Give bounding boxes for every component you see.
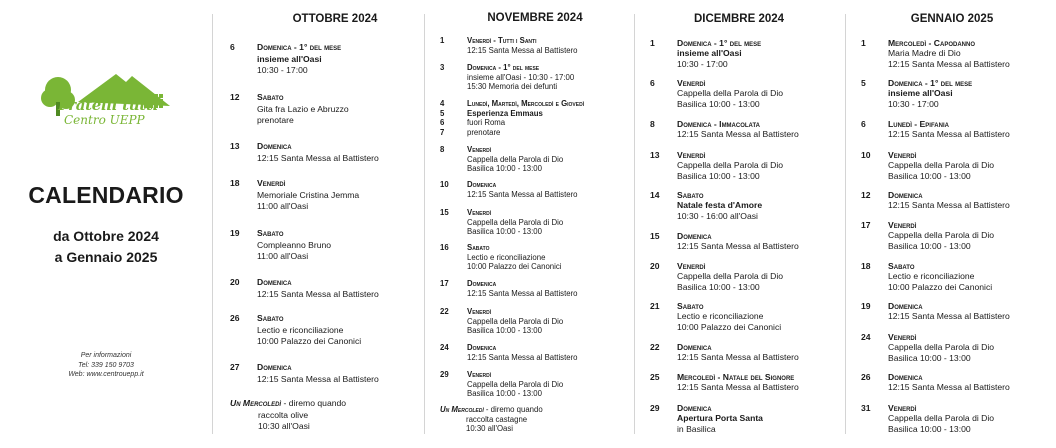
day-number: 8: [650, 119, 655, 129]
entry-day-number: [861, 220, 871, 230]
entry-detail-line: 12:15 Santa Messa al Battistero: [467, 288, 578, 298]
day-number: 17: [440, 279, 449, 288]
month-heading: GENNAIO 2025: [910, 13, 994, 25]
entry-day-number: [861, 332, 871, 342]
info-web: Web: www.centrouepp.it: [68, 371, 144, 378]
entry-day-number: [440, 180, 449, 190]
entry-details: [888, 220, 994, 251]
entry-detail-line: 12:15 Santa Messa al Battistero: [888, 311, 1010, 322]
entry-detail-line: prenotare: [467, 127, 501, 137]
entry-details: [257, 313, 361, 348]
entry-detail-line: Lectio e riconciliazione: [467, 252, 546, 262]
entry-day-number: [650, 38, 655, 48]
entry-detail-line: 12:15 Santa Messa al Battistero: [467, 189, 578, 199]
entry-details: [888, 119, 1010, 140]
entry-day-number: [650, 301, 660, 311]
entry-details: [677, 403, 763, 434]
entry-detail-line: Cappella della Parola di Dio: [677, 160, 784, 171]
day-number: 29: [650, 403, 660, 413]
entry-details: [467, 208, 563, 237]
entry-weekday-label: Sabato: [257, 228, 284, 238]
day-number: 1: [440, 36, 445, 45]
entry-detail-line: 12:15 Santa Messa al Battistero: [888, 200, 1010, 211]
entry-detail-line: Cappella della Parola di Dio: [467, 379, 564, 389]
month-column-october: [230, 0, 410, 448]
entry-detail-line: fuori Roma: [467, 118, 506, 128]
calendar-subtitle-from: da Ottobre 2024: [53, 228, 159, 244]
entry-detail-line: 12:15 Santa Messa al Battistero: [677, 352, 799, 363]
month-column-november: [440, 0, 620, 448]
entry-details: [467, 63, 574, 92]
entry-details: [257, 362, 379, 385]
entry-weekday-label: Venerdì: [888, 220, 917, 230]
note-detail-line: raccolta castagne: [466, 414, 528, 424]
entry-detail-line: Basilica 10:00 - 13:00: [677, 170, 760, 181]
day-number: 27: [230, 362, 240, 372]
entry-weekday-label: Venerdì: [888, 403, 917, 413]
day-number: 16: [440, 243, 449, 252]
entry-detail-line: Lectio e riconciliazione: [677, 311, 764, 322]
entry-detail-line: Basilica 10:00 - 13:00: [467, 389, 542, 399]
entry-detail-line: 10:30 - 17:00: [257, 65, 308, 75]
entry-detail-line: Basilica 10:00 - 13:00: [888, 170, 971, 181]
entry-details: [888, 38, 1010, 69]
entry-detail-line: 12:15 Santa Messa al Battistero: [888, 129, 1010, 140]
entry-details: [677, 78, 783, 109]
entry-details: [677, 301, 781, 332]
note-detail-line: 10:30 all'Oasi: [466, 424, 513, 434]
month-column-december: [650, 0, 830, 448]
entry-detail-line: 12:15 Santa Messa al Battistero: [888, 58, 1010, 69]
entry-weekday-label: Domenica - 1° del mese: [467, 63, 540, 72]
info-phone: Tel: 339 150 9703: [78, 361, 134, 369]
entry-details: [677, 231, 799, 252]
entry-weekday-label: Venerdì: [677, 78, 706, 88]
day-number: 17: [861, 220, 871, 230]
entry-day-number: [861, 38, 866, 48]
entry-weekday-label: Domenica - 1° del mese: [888, 78, 973, 88]
entry-detail-line: Cappella della Parola di Dio: [677, 88, 784, 99]
entry-day-number: [861, 372, 871, 382]
day-number: 6: [230, 42, 235, 52]
entry-detail-line: 10:00 Palazzo dei Canonici: [467, 262, 562, 272]
entry-weekday-label: Domenica: [677, 231, 712, 241]
entry-details: [888, 150, 994, 181]
entry-details: [467, 307, 563, 336]
entry-details: [467, 180, 578, 199]
entry-details: [677, 261, 783, 292]
entry-details: [888, 372, 1010, 393]
entry-weekday-label: Sabato: [677, 190, 704, 200]
day-number: 24: [440, 343, 449, 352]
entry-details: [888, 261, 992, 292]
entry-details: [677, 119, 799, 140]
entry-detail-line: Basilica 10:00 - 13:00: [467, 164, 542, 174]
entry-weekday-label: Venerdì: [467, 307, 492, 316]
entry-day-number: [440, 307, 449, 317]
entry-day-number: [230, 141, 240, 153]
note-weekday-label: Un Mercoledì: [230, 398, 282, 408]
day-number: 18: [861, 261, 871, 271]
day-number: 29: [440, 370, 449, 379]
entry-details: [888, 332, 994, 363]
entry-day-number: [230, 228, 240, 240]
day-number: 6: [861, 119, 866, 129]
day-number: 5: [440, 108, 445, 118]
entry-detail-line: 12:15 Santa Messa al Battistero: [257, 152, 379, 163]
day-number: 13: [230, 141, 240, 151]
day-number: 4: [440, 99, 445, 108]
entry-weekday-label: Domenica: [257, 141, 292, 151]
entry-weekday-label: Venerdì: [257, 178, 286, 188]
entry-weekday-label: Domenica: [677, 342, 712, 352]
day-number: 13: [650, 150, 660, 160]
entry-weekday-label: Domenica: [888, 301, 923, 311]
day-number: 3: [440, 63, 445, 72]
entry-detail-line: Lectio e riconciliazione: [257, 324, 344, 335]
entry-weekday-label: Venerdì: [677, 261, 706, 271]
entry-detail-line: Basilica 10:00 - 13:00: [467, 227, 542, 237]
entry-details: [467, 343, 578, 362]
entry-details: [888, 403, 994, 434]
day-number: 15: [650, 231, 660, 241]
contact-info: [0, 351, 212, 380]
column-divider: [634, 14, 635, 434]
day-number: 20: [230, 277, 240, 287]
day-number: 19: [861, 301, 871, 311]
entry-detail-line: Maria Madre di Dio: [888, 48, 961, 59]
day-number: 25: [650, 372, 660, 382]
entry-details: [677, 150, 783, 181]
entry-details: [257, 277, 379, 300]
entry-day-number: [440, 36, 444, 46]
entry-detail-line: Basilica 10:00 - 13:00: [467, 326, 542, 336]
entry-weekday-label: Domenica: [467, 279, 497, 288]
entry-detail-line: Gita fra Lazio e Abruzzo: [257, 103, 349, 114]
entry-detail-line: 10:30 - 16:00 all'Oasi: [677, 210, 758, 221]
entry-day-number: [440, 279, 449, 289]
note-heading: [230, 398, 346, 410]
entry-day-number: [230, 42, 235, 54]
entry-weekday-label: Mercoledì - Natale del Signore: [677, 372, 795, 382]
entry-detail-line: 12:15 Santa Messa al Battistero: [677, 382, 799, 393]
day-number: 10: [440, 180, 449, 189]
day-number: 1: [650, 38, 655, 48]
entry-weekday-label: Lunedì, Martedì, Mercoledì e Giovedì: [467, 99, 585, 108]
day-number: 5: [861, 78, 866, 88]
entry-detail-line: Compleanno Bruno: [257, 239, 332, 250]
entry-day-number: [861, 119, 866, 129]
calendar-subtitle-to: a Gennaio 2025: [54, 249, 158, 265]
entry-detail-line: Cappella della Parola di Dio: [888, 413, 995, 424]
day-number: 18: [230, 178, 240, 188]
day-number: 26: [861, 372, 871, 382]
entry-weekday-label: Venerdì: [888, 332, 917, 342]
entry-day-number: [230, 362, 240, 374]
entry-details: [257, 92, 349, 127]
entry-detail-line: 11:00 all'Oasi: [257, 251, 309, 261]
entry-event-title: Apertura Porta Santa: [677, 413, 763, 424]
month-heading: OTTOBRE 2024: [292, 13, 378, 25]
entry-details: [677, 372, 799, 393]
logo-text-line1: Fratelli tutti: [58, 96, 158, 114]
entry-detail-line: prenotare: [257, 115, 294, 125]
month-heading: NOVEMBRE 2024: [487, 12, 583, 24]
entry-day-number: [230, 277, 240, 289]
entry-weekday-label: Sabato: [467, 243, 490, 252]
day-number: 22: [650, 342, 660, 352]
entry-detail-line: 15:30 Memoria dei defunti: [467, 82, 558, 92]
entry-weekday-label: Domenica: [677, 403, 712, 413]
note-heading-rest: - diremo quando: [483, 405, 543, 414]
entry-day-number: [440, 63, 444, 73]
entry-detail-line: 12:15 Santa Messa al Battistero: [677, 129, 799, 140]
entry-details: [257, 228, 331, 263]
entry-detail-line: insieme all'Oasi - 10:30 - 17:00: [467, 72, 575, 82]
entry-detail-line: Basilica 10:00 - 13:00: [888, 352, 971, 363]
entry-weekday-label: Domenica: [257, 362, 292, 372]
day-number: 1: [861, 38, 866, 48]
entry-detail-line: Cappella della Parola di Dio: [677, 271, 784, 282]
note-weekday-label: Un Mercoledì: [440, 405, 484, 414]
month-heading: DICEMBRE 2024: [693, 13, 785, 25]
day-number: 19: [230, 228, 240, 238]
entry-detail-line: Cappella della Parola di Dio: [467, 316, 564, 326]
entry-details: [467, 145, 563, 174]
entry-details: [677, 38, 761, 69]
entry-day-number: [650, 78, 655, 88]
entry-weekday-label: Sabato: [257, 313, 284, 323]
entry-day-number: [650, 231, 660, 241]
column-divider: [424, 14, 425, 434]
entry-detail-line: Cappella della Parola di Dio: [888, 160, 995, 171]
day-number: 14: [650, 190, 660, 200]
day-number: 6: [650, 78, 655, 88]
entry-detail-line: Lectio e riconciliazione: [888, 271, 975, 282]
entry-weekday-label: Venerdì - Tutti i Santi: [467, 36, 537, 45]
entry-details: [467, 36, 578, 55]
day-number: 12: [861, 190, 871, 200]
entry-detail-line: 10:00 Palazzo dei Canonici: [677, 321, 782, 332]
entry-details: [257, 141, 379, 164]
entry-details: [467, 243, 562, 272]
day-number: 21: [650, 301, 660, 311]
entry-day-number: [650, 150, 660, 160]
entry-detail-line: 12:15 Santa Messa al Battistero: [467, 352, 578, 362]
entry-detail-line: 12:15 Santa Messa al Battistero: [257, 373, 379, 384]
note-detail-line: 10:30 all'Oasi: [258, 421, 310, 431]
entry-details: [677, 342, 799, 363]
entry-detail-line: 12:15 Santa Messa al Battistero: [257, 288, 379, 299]
entry-details: [677, 190, 762, 221]
entry-detail-line: 10:30 - 17:00: [888, 98, 939, 109]
day-number: 24: [861, 332, 871, 342]
entry-details: [257, 42, 341, 77]
entry-detail-line: Basilica 10:00 - 13:00: [888, 423, 971, 434]
day-number: 15: [440, 208, 449, 217]
day-number: 7: [440, 127, 445, 137]
entry-detail-line: 12:15 Santa Messa al Battistero: [467, 45, 578, 55]
entry-details: [467, 370, 563, 399]
entry-day-number: [440, 370, 449, 380]
olive-harvest-note: [440, 405, 543, 434]
day-number: 31: [861, 403, 871, 413]
day-number: 26: [230, 313, 240, 323]
entry-detail-line: Basilica 10:00 - 13:00: [677, 98, 760, 109]
olive-harvest-note: [230, 398, 346, 433]
entry-day-number: [440, 99, 444, 137]
entry-weekday-label: Sabato: [677, 301, 704, 311]
entry-weekday-label: Lunedì - Epifania: [888, 119, 949, 129]
entry-weekday-label: Domenica: [888, 372, 923, 382]
note-heading-rest: - diremo quando: [281, 398, 347, 408]
entry-details: [467, 99, 584, 137]
entry-detail-line: 12:15 Santa Messa al Battistero: [677, 241, 799, 252]
entry-detail-line: Cappella della Parola di Dio: [888, 342, 995, 353]
info-heading: Per informazioni: [80, 352, 132, 359]
entry-detail-line: 10:30 - 17:00: [677, 58, 728, 69]
entry-day-number: [861, 78, 866, 88]
day-number: 10: [861, 150, 871, 160]
entry-weekday-label: Domenica - 1° del mese: [677, 38, 762, 48]
entry-day-number: [861, 403, 871, 413]
entry-event-title: Esperienza Emmaus: [467, 108, 543, 118]
entry-detail-line: Basilica 10:00 - 13:00: [888, 240, 971, 251]
entry-weekday-label: Sabato: [888, 261, 915, 271]
entry-detail-line: 12:15 Santa Messa al Battistero: [888, 382, 1010, 393]
entry-detail-line: in Basilica: [677, 423, 716, 434]
column-divider: [845, 14, 846, 434]
entry-weekday-label: Venerdì: [467, 145, 492, 154]
note-detail-line: raccolta olive: [258, 409, 309, 420]
entry-weekday-label: Domenica: [467, 343, 497, 352]
day-number: 6: [440, 118, 445, 128]
entry-day-number: [650, 372, 660, 382]
entry-weekday-label: Domenica: [888, 190, 923, 200]
entry-day-number: [650, 190, 660, 200]
entry-day-number: [861, 150, 871, 160]
entry-day-number: [440, 243, 449, 253]
entry-detail-line: 10:00 Palazzo dei Canonici: [257, 336, 362, 346]
entry-day-number: [650, 342, 660, 352]
entry-day-number: [861, 261, 871, 271]
entry-weekday-label: Venerdì: [888, 150, 917, 160]
day-number: 12: [230, 92, 240, 102]
entry-day-number: [861, 301, 871, 311]
entry-weekday-label: Venerdì: [467, 208, 492, 217]
left-panel: [0, 0, 212, 448]
entry-event-title: insieme all'Oasi: [677, 48, 742, 59]
entry-day-number: [650, 261, 660, 271]
entry-day-number: [650, 119, 655, 129]
entry-detail-line: Memoriale Cristina Jemma: [257, 189, 360, 200]
entry-day-number: [230, 92, 240, 104]
entry-event-title: insieme all'Oasi: [888, 88, 953, 99]
column-divider: [212, 14, 213, 434]
entry-details: [257, 178, 359, 213]
entry-weekday-label: Domenica: [257, 277, 292, 287]
entry-weekday-label: Venerdì: [467, 370, 492, 379]
entry-detail-line: Cappella della Parola di Dio: [888, 230, 995, 241]
day-number: 22: [440, 307, 449, 316]
entry-day-number: [440, 145, 444, 155]
entry-detail-line: 10:00 Palazzo dei Canonici: [888, 281, 993, 292]
entry-detail-line: 11:00 all'Oasi: [257, 201, 309, 211]
entry-details: [888, 78, 972, 109]
entry-weekday-label: Domenica: [467, 180, 497, 189]
entry-detail-line: Cappella della Parola di Dio: [467, 217, 564, 227]
entry-details: [888, 301, 1010, 322]
entry-event-title: Natale festa d'Amore: [677, 200, 763, 211]
entry-day-number: [650, 403, 660, 413]
entry-day-number: [440, 343, 449, 353]
entry-weekday-label: Venerdì: [677, 150, 706, 160]
entry-day-number: [230, 313, 240, 325]
entry-weekday-label: Sabato: [257, 92, 284, 102]
entry-detail-line: Basilica 10:00 - 13:00: [677, 281, 760, 292]
entry-event-title: insieme all'Oasi: [257, 53, 322, 64]
calendar-title: CALENDARIO: [28, 182, 184, 208]
entry-day-number: [861, 190, 871, 200]
entry-day-number: [230, 178, 240, 190]
entry-weekday-label: Domenica - Immacolata: [677, 119, 760, 129]
month-column-january: [861, 0, 1051, 448]
note-heading: [440, 405, 543, 415]
entry-detail-line: Cappella della Parola di Dio: [467, 154, 564, 164]
logo-text-line2: Centro UEPP: [64, 113, 145, 127]
entry-details: [467, 279, 578, 298]
entry-day-number: [440, 208, 449, 218]
day-number: 8: [440, 145, 445, 154]
day-number: 20: [650, 261, 660, 271]
entry-weekday-label: Domenica - 1° del mese: [257, 42, 342, 52]
entry-details: [888, 190, 1010, 211]
entry-weekday-label: Mercoledì - Capodanno: [888, 38, 976, 48]
